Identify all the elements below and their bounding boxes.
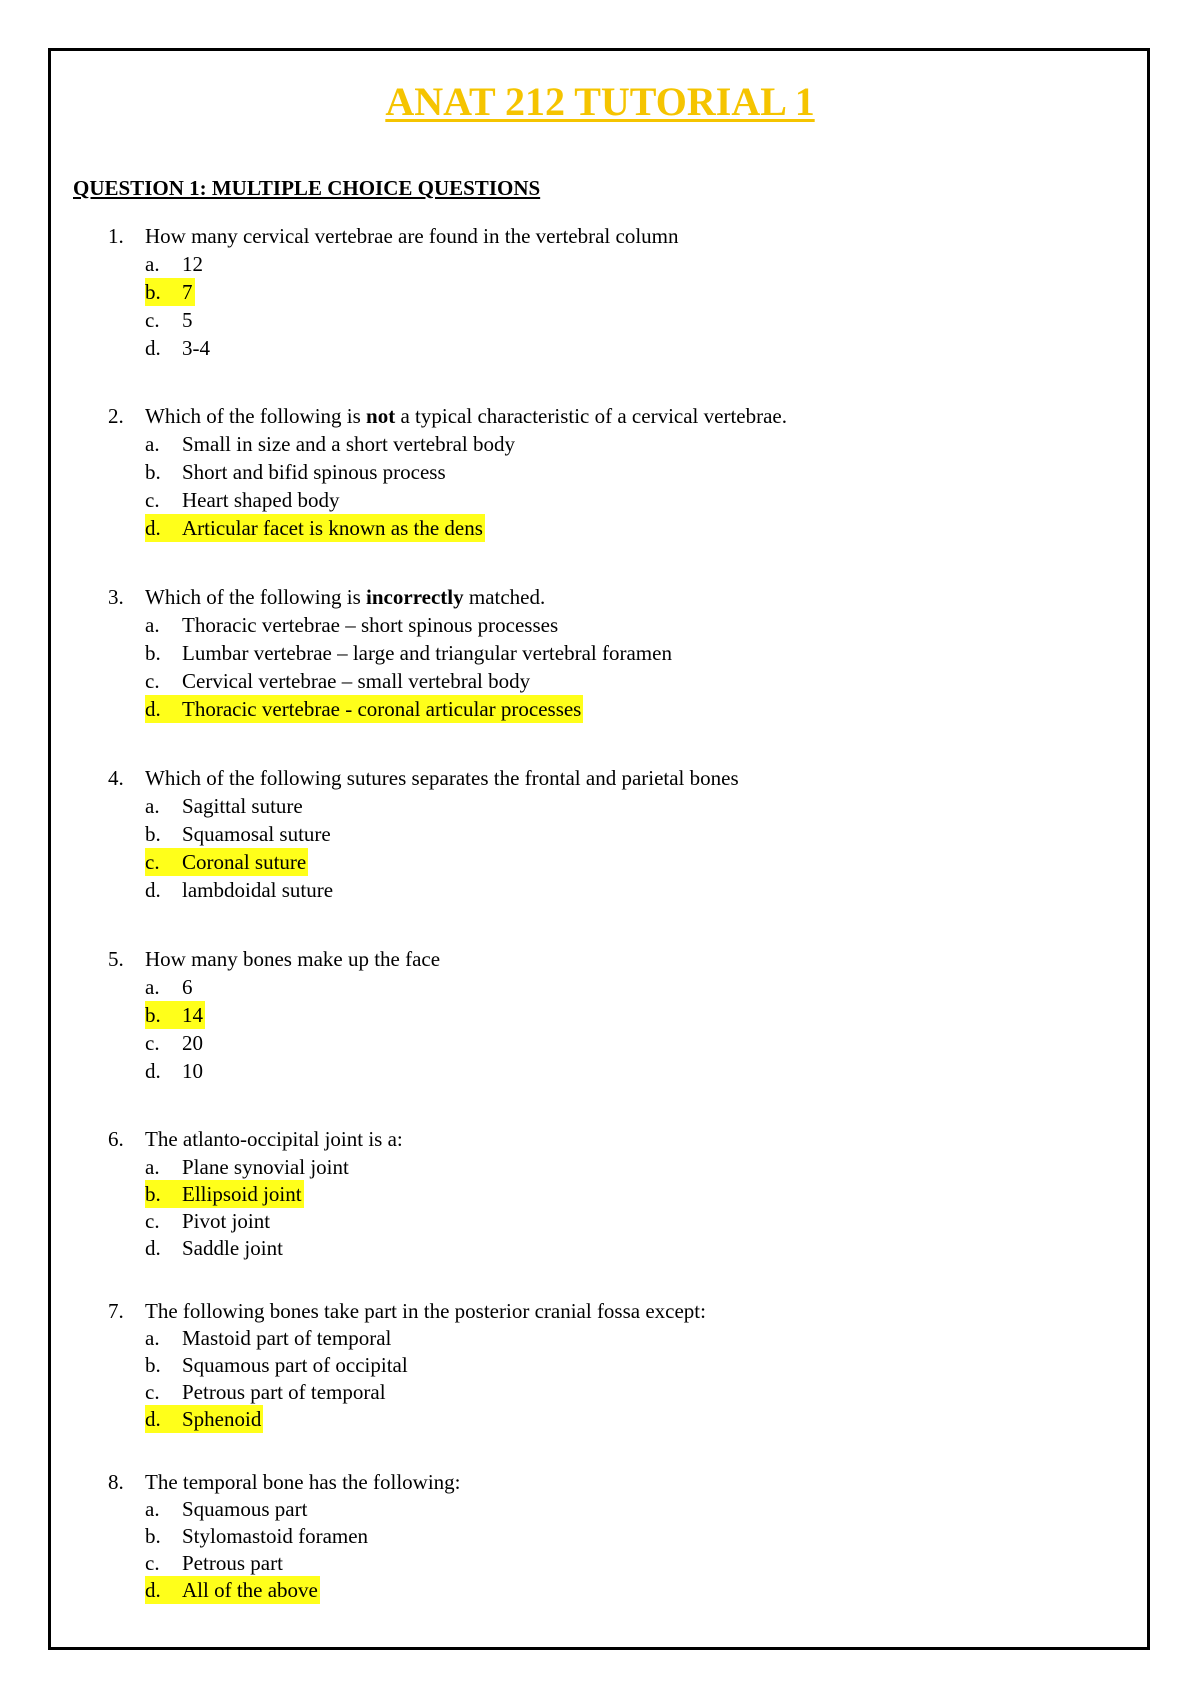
option-letter: d. xyxy=(145,1059,161,1083)
option-a xyxy=(145,250,205,278)
option-text: 10 xyxy=(182,1059,203,1083)
option-text: Squamous part xyxy=(182,1497,308,1521)
option-text: Stylomastoid foramen xyxy=(182,1524,369,1548)
question-text-bold: incorrectly xyxy=(366,585,464,609)
option-b xyxy=(145,1351,410,1379)
option-b xyxy=(145,1522,370,1550)
option-letter: b. xyxy=(145,641,161,665)
option-letter: a. xyxy=(145,1497,160,1521)
option-letter: b. xyxy=(145,1353,161,1377)
option-letter: b. xyxy=(145,280,161,304)
section-heading: QUESTION 1: MULTIPLE CHOICE QUESTIONS xyxy=(73,176,541,200)
option-letter: d. xyxy=(145,1236,161,1260)
question-text-before: How many bones make up the face xyxy=(145,947,441,971)
option-letter: a. xyxy=(145,252,160,276)
option-c xyxy=(145,486,341,514)
option-text: Saddle joint xyxy=(182,1236,283,1260)
option-d xyxy=(145,1057,205,1085)
option-text: Sphenoid xyxy=(182,1407,262,1431)
option-text: Thoracic vertebrae - coronal articular processes xyxy=(182,697,582,721)
option-letter: b. xyxy=(145,460,161,484)
option-letter: a. xyxy=(145,613,160,637)
option-b xyxy=(145,639,674,667)
option-text: 3-4 xyxy=(182,336,210,360)
question-number: 7. xyxy=(108,1299,124,1323)
option-letter: c. xyxy=(145,488,160,512)
option-c xyxy=(145,1549,285,1577)
question-number: 5. xyxy=(108,947,124,971)
document-title-text: ANAT 212 TUTORIAL 1 xyxy=(385,79,815,124)
option-b xyxy=(145,458,448,486)
option-letter: c. xyxy=(145,669,160,693)
option-a xyxy=(145,430,517,458)
question-number: 3. xyxy=(108,585,124,609)
option-letter: a. xyxy=(145,975,160,999)
option-text: All of the above xyxy=(182,1578,318,1602)
option-text: 20 xyxy=(182,1031,203,1055)
option-text: lambdoidal suture xyxy=(182,878,334,902)
option-letter: d. xyxy=(145,336,161,360)
question-text xyxy=(145,222,679,250)
question-text-bold: not xyxy=(366,404,396,428)
option-text: Squamous part of occipital xyxy=(182,1353,408,1377)
option-letter: a. xyxy=(145,432,160,456)
question-text-before: The temporal bone has the following: xyxy=(145,1470,461,1494)
question-text-before: Which of the following is xyxy=(145,404,367,428)
option-text: Petrous part xyxy=(182,1551,283,1575)
option-letter: b. xyxy=(145,1003,161,1027)
option-b xyxy=(145,820,333,848)
option-a xyxy=(145,973,195,1001)
question-text xyxy=(145,1468,461,1496)
option-letter: c. xyxy=(145,308,160,332)
option-text: 7 xyxy=(182,280,193,304)
option-c xyxy=(145,848,308,876)
question-text xyxy=(145,1297,706,1325)
option-text: Short and bifid spinous process xyxy=(182,460,446,484)
option-text: 14 xyxy=(182,1003,203,1027)
option-letter: d. xyxy=(145,878,161,902)
question-text xyxy=(145,945,440,973)
question-number: 8. xyxy=(108,1470,124,1494)
question-number: 6. xyxy=(108,1127,124,1151)
option-d xyxy=(145,876,335,904)
option-d xyxy=(145,514,485,542)
option-b xyxy=(145,1180,304,1208)
option-letter: a. xyxy=(145,794,160,818)
option-a xyxy=(145,1324,393,1352)
option-letter: c. xyxy=(145,1031,160,1055)
question-text-after: matched. xyxy=(463,585,546,609)
option-c xyxy=(145,1207,272,1235)
option-a xyxy=(145,611,560,639)
question-text-before: How many cervical vertebrae are found in the vertebral column xyxy=(145,224,679,248)
question-text xyxy=(145,583,545,611)
option-c xyxy=(145,667,532,695)
option-text: Coronal suture xyxy=(182,850,307,874)
option-b xyxy=(145,278,195,306)
option-letter: c. xyxy=(145,1551,160,1575)
option-text: 12 xyxy=(182,252,203,276)
option-letter: c. xyxy=(145,1209,160,1233)
option-text: Articular facet is known as the dens xyxy=(182,516,483,540)
question-text-before: Which of the following is xyxy=(145,585,367,609)
question-number: 2. xyxy=(108,404,124,428)
option-a xyxy=(145,1495,309,1523)
question-text xyxy=(145,1125,403,1153)
option-c xyxy=(145,1029,205,1057)
question-text-before: The following bones take part in the posterior cranial fossa except: xyxy=(145,1299,706,1323)
question-number: 4. xyxy=(108,766,124,790)
option-text: Cervical vertebrae – small vertebral body xyxy=(182,669,531,693)
option-letter: d. xyxy=(145,697,161,721)
option-text: 6 xyxy=(182,975,193,999)
option-letter: b. xyxy=(145,1524,161,1548)
option-letter: a. xyxy=(145,1155,160,1179)
question-text-after: a typical characteristic of a cervical vertebrae. xyxy=(395,404,787,428)
option-b xyxy=(145,1001,205,1029)
document-title xyxy=(0,76,1200,128)
question-text xyxy=(145,402,787,430)
option-letter: c. xyxy=(145,1380,160,1404)
option-text: Petrous part of temporal xyxy=(182,1380,386,1404)
option-d xyxy=(145,334,212,362)
option-c xyxy=(145,1378,388,1406)
option-text: Heart shaped body xyxy=(182,488,340,512)
question-number: 1. xyxy=(108,224,124,248)
option-a xyxy=(145,1153,351,1181)
option-d xyxy=(145,1576,320,1604)
option-letter: c. xyxy=(145,850,160,874)
question-text xyxy=(145,764,739,792)
option-text: Small in size and a short vertebral body xyxy=(182,432,515,456)
option-letter: d. xyxy=(145,1407,161,1431)
option-text: Thoracic vertebrae – short spinous processes xyxy=(182,613,559,637)
option-text: Mastoid part of temporal xyxy=(182,1326,392,1350)
option-letter: b. xyxy=(145,1182,161,1206)
option-letter: b. xyxy=(145,822,161,846)
option-text: 5 xyxy=(182,308,193,332)
option-text: Ellipsoid joint xyxy=(182,1182,302,1206)
option-text: Sagittal suture xyxy=(182,794,303,818)
option-letter: a. xyxy=(145,1326,160,1350)
option-c xyxy=(145,306,195,334)
option-text: Squamosal suture xyxy=(182,822,331,846)
question-text-before: Which of the following sutures separates the frontal and parietal bones xyxy=(145,766,739,790)
option-text: Pivot joint xyxy=(182,1209,271,1233)
option-letter: d. xyxy=(145,516,161,540)
question-text-before: The atlanto-occipital joint is a: xyxy=(145,1127,403,1151)
option-a xyxy=(145,792,305,820)
option-d xyxy=(145,695,583,723)
option-d xyxy=(145,1234,285,1262)
option-text: Plane synovial joint xyxy=(182,1155,349,1179)
option-d xyxy=(145,1405,263,1433)
option-letter: d. xyxy=(145,1578,161,1602)
option-text: Lumbar vertebrae – large and triangular vertebral foramen xyxy=(182,641,672,665)
